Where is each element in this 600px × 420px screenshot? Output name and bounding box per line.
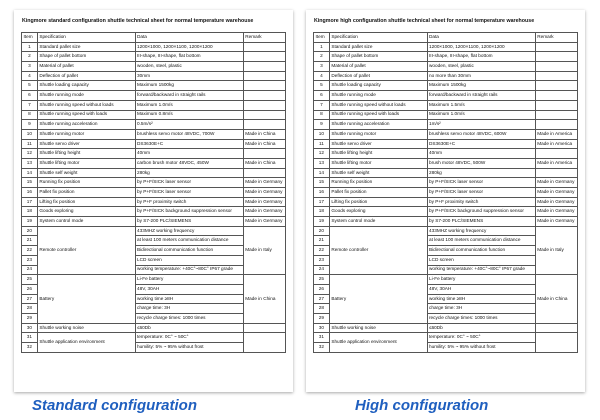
spec-cell: Shuttle running mode [37, 91, 135, 101]
spec-cell: Standard pallet size [329, 42, 427, 52]
spec-cell: Running fix position [329, 178, 427, 188]
data-cell: by P+F/SICK background suppression sensor [427, 207, 535, 217]
spec-cell: Shuttle servo driver [329, 139, 427, 149]
data-cell: brushless servo motor 48VDC, 600W [427, 129, 535, 139]
table-row [314, 275, 578, 285]
remark-cell [243, 81, 285, 91]
table-row [22, 81, 286, 91]
data-cell: working time ≥8H [135, 294, 243, 304]
remark-cell [243, 323, 285, 333]
item-cell: 21 [314, 236, 330, 246]
data-cell: brush motor 48VDC, 500W [427, 158, 535, 168]
table-row [314, 197, 578, 207]
spec-cell: Shuttle lifting height [37, 149, 135, 159]
header-remark: Remark [535, 33, 577, 43]
remark-cell: Made in Germany [243, 217, 285, 227]
table-row [22, 323, 286, 333]
spec-cell: Shape of pallet bottom [329, 52, 427, 62]
spec-cell: Shuttle running speed with loads [37, 110, 135, 120]
data-cell: LCD screen [427, 255, 535, 265]
table-row [22, 129, 286, 139]
data-cell: working time ≥8H [427, 294, 535, 304]
item-cell: 3 [314, 62, 330, 72]
table-row [314, 333, 578, 343]
spec-cell: Shuttle lifting height [329, 149, 427, 159]
item-cell: 12 [314, 149, 330, 159]
item-cell: 4 [314, 71, 330, 81]
table-row [22, 178, 286, 188]
spec-cell: Battery [329, 275, 427, 323]
item-cell: 1 [314, 42, 330, 52]
spec-cell: Pallet fix position [37, 188, 135, 198]
remark-cell [535, 120, 577, 130]
spec-cell: Shuttle lifting motor [329, 158, 427, 168]
table-row [314, 120, 578, 130]
remark-cell: Made in China [535, 275, 577, 323]
high-spec-table [313, 32, 578, 353]
item-cell: 15 [314, 178, 330, 188]
remark-cell: Made in Italy [535, 226, 577, 274]
item-cell: 14 [314, 168, 330, 178]
data-cell: no more than 30mm [427, 71, 535, 81]
remark-cell [243, 52, 285, 62]
spec-cell: Shuttle running mode [329, 91, 427, 101]
spec-cell: Lifting fix position [329, 197, 427, 207]
spec-cell: Shuttle application environment [329, 333, 427, 352]
spec-cell: Shuttle running acceleration [329, 120, 427, 130]
remark-cell [243, 168, 285, 178]
item-cell: 24 [22, 265, 38, 275]
table-row [22, 158, 286, 168]
spec-cell: Battery [37, 275, 135, 323]
data-cell: charge time: 3H [427, 304, 535, 314]
item-cell: 11 [314, 139, 330, 149]
table-row [22, 217, 286, 227]
item-cell: 2 [22, 52, 38, 62]
table-header-row [22, 33, 286, 43]
table-row [22, 52, 286, 62]
table-row [22, 110, 286, 120]
data-cell: by P+F/SICK background suppression sensor [135, 207, 243, 217]
standard-spec-sheet [14, 10, 293, 392]
spec-cell: Shuttle running speed without loads [329, 100, 427, 110]
spec-cell: Shuttle loading capacity [37, 81, 135, 91]
item-cell: 25 [22, 275, 38, 285]
item-cell: 14 [22, 168, 38, 178]
data-cell: by P+F/SICK laser sensor [135, 188, 243, 198]
data-cell: 433MHZ working frequency [427, 226, 535, 236]
item-cell: 32 [314, 343, 330, 353]
spec-cell: Standard pallet size [37, 42, 135, 52]
spec-cell: Shuttle running motor [329, 129, 427, 139]
spec-cell: Goods exploring [37, 207, 135, 217]
table-row [22, 139, 286, 149]
item-cell: 5 [22, 81, 38, 91]
table-row [22, 333, 286, 343]
table-row [314, 188, 578, 198]
data-cell: DS3630E+C [135, 139, 243, 149]
spec-cell: Shape of pallet bottom [37, 52, 135, 62]
data-cell: 1m/s² [427, 120, 535, 130]
remark-cell: Made in Germany [243, 178, 285, 188]
remark-cell [535, 62, 577, 72]
table-row [314, 42, 578, 52]
data-cell: working temperature: +40C°~80C° IP67 grade [135, 265, 243, 275]
remark-cell: Made in China [243, 275, 285, 323]
data-cell: Maximum 1.5m/s [427, 100, 535, 110]
table-row [314, 81, 578, 91]
data-cell: 48V, 30AH [427, 284, 535, 294]
spec-cell: Material of pallet [37, 62, 135, 72]
data-cell: 280kg [135, 168, 243, 178]
data-cell: 1200×1000, 1200×1100, 1200×1200 [427, 42, 535, 52]
spec-cell: Goods exploring [329, 207, 427, 217]
item-cell: 19 [22, 217, 38, 227]
spec-cell: Shuttle running motor [37, 129, 135, 139]
item-cell: 6 [314, 91, 330, 101]
data-cell: 40mm [427, 149, 535, 159]
data-cell: by P+F/SICK laser sensor [427, 188, 535, 198]
high-configuration-caption: High configuration [355, 397, 489, 414]
remark-cell: Made in Germany [535, 178, 577, 188]
data-cell: by S7-200 PLC/SIEMENS [427, 217, 535, 227]
data-cell: III-shape, III-shape, flat bottom [427, 52, 535, 62]
spec-cell: Shuttle loading capacity [329, 81, 427, 91]
remark-cell: Made in Italy [243, 226, 285, 274]
table-row [22, 197, 286, 207]
table-header-row [314, 33, 578, 43]
spec-cell: Shuttle self weight [37, 168, 135, 178]
item-cell: 31 [314, 333, 330, 343]
data-cell: 280kg [427, 168, 535, 178]
data-cell: forward/backward in straight rails [427, 91, 535, 101]
item-cell: 32 [22, 343, 38, 353]
item-cell: 16 [22, 188, 38, 198]
table-row [22, 149, 286, 159]
remark-cell [535, 71, 577, 81]
data-cell: Maximum 1500kg [135, 81, 243, 91]
data-cell: by P+F proximity switch [427, 197, 535, 207]
item-cell: 22 [314, 246, 330, 256]
standard-configuration-caption: Standard configuration [32, 397, 197, 414]
item-cell: 29 [22, 313, 38, 323]
item-cell: 8 [314, 110, 330, 120]
spec-cell: Shuttle working noise [37, 323, 135, 333]
remark-cell [243, 149, 285, 159]
item-cell: 27 [22, 294, 38, 304]
item-cell: 26 [314, 284, 330, 294]
item-cell: 26 [22, 284, 38, 294]
standard-sheet-title: Kingmore standard configuration shuttle technical sheet for normal temperature warehouse [22, 18, 254, 24]
data-cell: 40mm [135, 149, 243, 159]
data-cell: charge time: 3H [135, 304, 243, 314]
item-cell: 17 [22, 197, 38, 207]
data-cell: Maximum 1.0m/s [135, 100, 243, 110]
item-cell: 28 [22, 304, 38, 314]
item-cell: 23 [22, 255, 38, 265]
data-cell: recycle charge times: 1000 times [135, 313, 243, 323]
data-cell: at least 100 meters communication distance [427, 236, 535, 246]
remark-cell: Made in Germany [535, 207, 577, 217]
item-cell: 18 [314, 207, 330, 217]
remark-cell [243, 71, 285, 81]
data-cell: LCD screen [135, 255, 243, 265]
item-cell: 9 [314, 120, 330, 130]
data-cell: wooden, steel, plastic [427, 62, 535, 72]
table-row [314, 71, 578, 81]
table-row [314, 100, 578, 110]
table-row [314, 52, 578, 62]
data-cell: Li-Fe battery [135, 275, 243, 285]
item-cell: 5 [314, 81, 330, 91]
spec-cell: Shuttle running speed with loads [329, 110, 427, 120]
spec-cell: Shuttle running speed without loads [37, 100, 135, 110]
data-cell: ≤60Db [135, 323, 243, 333]
remark-cell [535, 110, 577, 120]
table-row [22, 42, 286, 52]
table-row [314, 168, 578, 178]
table-row [22, 120, 286, 130]
table-row [314, 91, 578, 101]
data-cell: Li-Fe battery [427, 275, 535, 285]
data-cell: Bidirectional communication function [427, 246, 535, 256]
remark-cell [243, 91, 285, 101]
spec-cell: System control mode [329, 217, 427, 227]
header-specification: Specification [329, 33, 427, 43]
remark-cell: Made in China [243, 158, 285, 168]
data-cell: by P+F proximity switch [135, 197, 243, 207]
spec-cell: Remote controller [37, 226, 135, 274]
item-cell: 31 [22, 333, 38, 343]
table-row [314, 110, 578, 120]
data-cell: Bidirectional communication function [135, 246, 243, 256]
table-row [22, 275, 286, 285]
remark-cell: Made in America [535, 158, 577, 168]
data-cell: 0.5m/s² [135, 120, 243, 130]
item-cell: 20 [314, 226, 330, 236]
data-cell: at least 100 meters communication distance [135, 236, 243, 246]
remark-cell [243, 333, 285, 352]
high-spec-sheet [306, 10, 585, 392]
table-row [314, 149, 578, 159]
spec-cell: Shuttle servo driver [37, 139, 135, 149]
data-cell: carbon brush motor 48VDC, 450W [135, 158, 243, 168]
table-row [22, 100, 286, 110]
item-cell: 7 [22, 100, 38, 110]
remark-cell [535, 168, 577, 178]
remark-cell: Made in Germany [243, 188, 285, 198]
header-specification: Specification [37, 33, 135, 43]
table-row [314, 178, 578, 188]
data-cell: recycle charge times: 1000 times [427, 313, 535, 323]
data-cell: temperature: 0C° ~ 50C° [135, 333, 243, 343]
item-cell: 15 [22, 178, 38, 188]
table-row [314, 226, 578, 236]
data-cell: working temperature: +40C°~80C° IP67 grade [427, 265, 535, 275]
spec-cell: Shuttle lifting motor [37, 158, 135, 168]
header-data: Data [135, 33, 243, 43]
spec-cell: Running fix position [37, 178, 135, 188]
data-cell: Maximum 1500kg [427, 81, 535, 91]
item-cell: 24 [314, 265, 330, 275]
item-cell: 29 [314, 313, 330, 323]
table-row [314, 217, 578, 227]
remark-cell [243, 120, 285, 130]
item-cell: 3 [22, 62, 38, 72]
table-row [314, 139, 578, 149]
item-cell: 22 [22, 246, 38, 256]
remark-cell: Made in America [535, 129, 577, 139]
item-cell: 28 [314, 304, 330, 314]
data-cell: ≤60Db [427, 323, 535, 333]
spec-cell: Deflection of pallet [37, 71, 135, 81]
remark-cell [243, 62, 285, 72]
table-row [314, 129, 578, 139]
item-cell: 19 [314, 217, 330, 227]
header-remark: Remark [243, 33, 285, 43]
item-cell: 30 [314, 323, 330, 333]
remark-cell [535, 42, 577, 52]
table-row [22, 62, 286, 72]
data-cell: 48V, 30AH [135, 284, 243, 294]
standard-spec-table [21, 32, 286, 353]
spec-cell: Shuttle running acceleration [37, 120, 135, 130]
table-row [22, 91, 286, 101]
spec-cell: Shuttle application environment [37, 333, 135, 352]
item-cell: 23 [314, 255, 330, 265]
item-cell: 6 [22, 91, 38, 101]
remark-cell [243, 110, 285, 120]
item-cell: 1 [22, 42, 38, 52]
remark-cell: Made in Germany [243, 197, 285, 207]
spec-cell: Shuttle working noise [329, 323, 427, 333]
table-row [22, 207, 286, 217]
data-cell: wooden, steel, plastic [135, 62, 243, 72]
item-cell: 18 [22, 207, 38, 217]
data-cell: humility: 5% ~ 95% without frost [427, 343, 535, 353]
remark-cell [535, 149, 577, 159]
item-cell: 21 [22, 236, 38, 246]
remark-cell [535, 333, 577, 352]
item-cell: 13 [314, 158, 330, 168]
item-cell: 8 [22, 110, 38, 120]
remark-cell [535, 52, 577, 62]
item-cell: 17 [314, 197, 330, 207]
data-cell: DS3630E+C [427, 139, 535, 149]
table-row [22, 71, 286, 81]
spec-cell: Material of pallet [329, 62, 427, 72]
data-cell: temperature: 0C° ~ 50C° [427, 333, 535, 343]
item-cell: 2 [314, 52, 330, 62]
remark-cell: Made in Germany [535, 197, 577, 207]
data-cell: 433MHZ working frequency [135, 226, 243, 236]
item-cell: 27 [314, 294, 330, 304]
spec-cell: Remote controller [329, 226, 427, 274]
remark-cell: Made in China [243, 139, 285, 149]
table-row [22, 168, 286, 178]
remark-cell [535, 323, 577, 333]
data-cell: 1200×1000, 1200×1100, 1200×1200 [135, 42, 243, 52]
item-cell: 4 [22, 71, 38, 81]
item-cell: 12 [22, 149, 38, 159]
data-cell: 30mm [135, 71, 243, 81]
item-cell: 30 [22, 323, 38, 333]
header-item: Item [22, 33, 38, 43]
table-row [314, 323, 578, 333]
remark-cell: Made in America [535, 139, 577, 149]
spec-cell: Deflection of pallet [329, 71, 427, 81]
spec-cell: Lifting fix position [37, 197, 135, 207]
item-cell: 20 [22, 226, 38, 236]
data-cell: by P+F/SICK laser sensor [135, 178, 243, 188]
table-row [22, 226, 286, 236]
spec-cell: System control mode [37, 217, 135, 227]
header-data: Data [427, 33, 535, 43]
item-cell: 7 [314, 100, 330, 110]
item-cell: 10 [314, 129, 330, 139]
spec-cell: Pallet fix position [329, 188, 427, 198]
data-cell: Maximum 1.0m/s [427, 110, 535, 120]
item-cell: 10 [22, 129, 38, 139]
item-cell: 13 [22, 158, 38, 168]
remark-cell [243, 100, 285, 110]
remark-cell: Made in Germany [535, 217, 577, 227]
data-cell: by S7-200 PLC/SIEMENS [135, 217, 243, 227]
header-item: Item [314, 33, 330, 43]
table-row [314, 62, 578, 72]
item-cell: 11 [22, 139, 38, 149]
remark-cell: Made in Germany [243, 207, 285, 217]
data-cell: III-shape, III-shape, flat bottom [135, 52, 243, 62]
data-cell: forward/backward in straight rails [135, 91, 243, 101]
spec-cell: Shuttle self weight [329, 168, 427, 178]
item-cell: 16 [314, 188, 330, 198]
data-cell: by P+F/SICK laser sensor [427, 178, 535, 188]
data-cell: brushless servo motor 48VDC, 700W [135, 129, 243, 139]
remark-cell [535, 100, 577, 110]
table-row [314, 207, 578, 217]
remark-cell [535, 81, 577, 91]
remark-cell: Made in China [243, 129, 285, 139]
data-cell: humility: 5% ~ 95% without frost [135, 343, 243, 353]
table-row [22, 188, 286, 198]
high-sheet-title: Kingmore high configuration shuttle technical sheet for normal temperature warehouse [314, 18, 535, 24]
remark-cell [243, 42, 285, 52]
item-cell: 9 [22, 120, 38, 130]
item-cell: 25 [314, 275, 330, 285]
remark-cell [535, 91, 577, 101]
table-row [314, 158, 578, 168]
remark-cell: Made in Germany [535, 188, 577, 198]
data-cell: Maximum 0.8m/s [135, 110, 243, 120]
